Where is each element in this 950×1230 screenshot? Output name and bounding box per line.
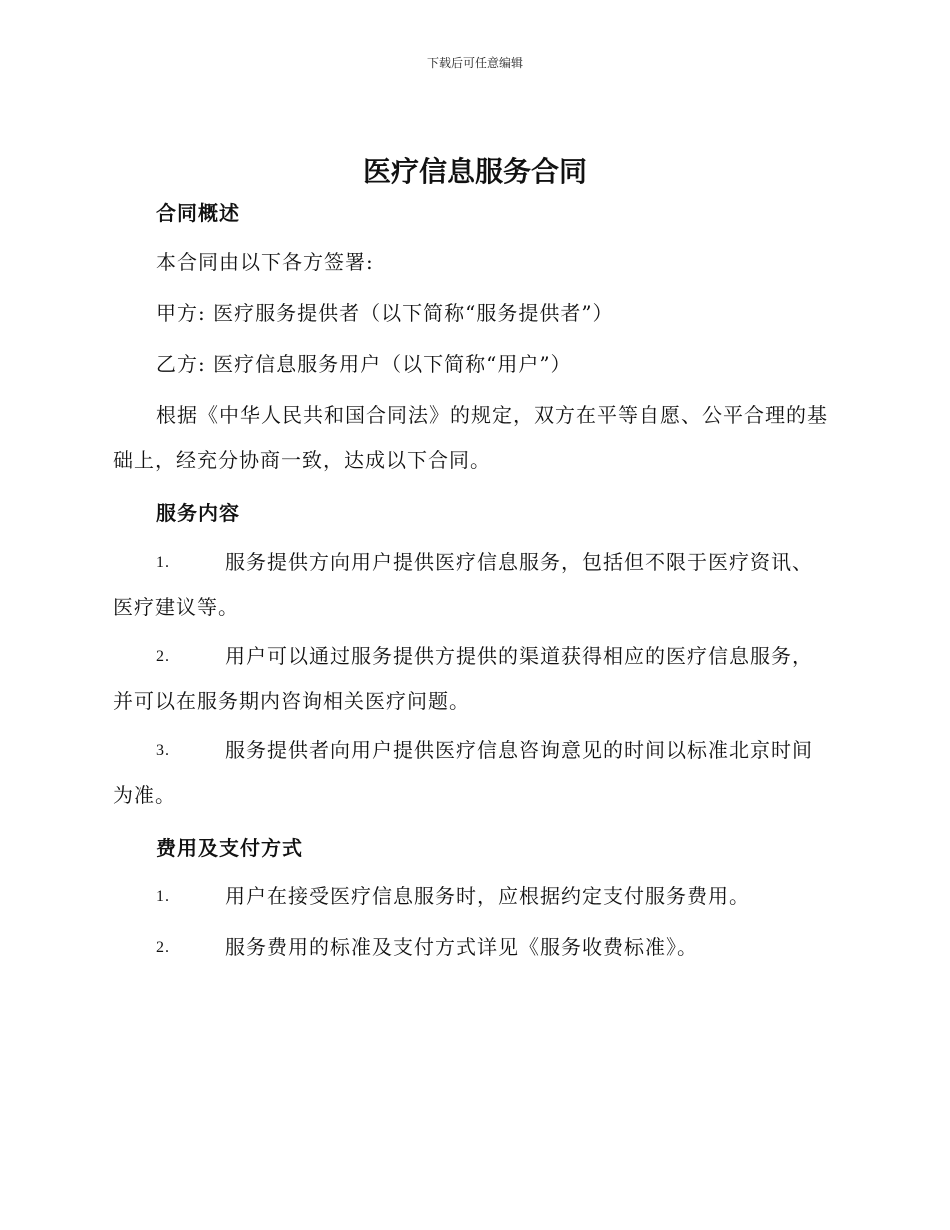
service-item-1 — [113, 540, 833, 630]
list-text: 服务费用的标准及支付方式详见《服务收费标准》。 — [225, 935, 698, 959]
overview-basis: 根据《中华人民共和国合同法》的规定，双方在平等自愿、公平合理的基础上，经充分协商一致，达成以下合同。 — [113, 403, 828, 472]
list-number: 3. — [156, 742, 170, 759]
payment-item-2 — [113, 925, 833, 970]
section-heading-service: 服务内容 — [156, 501, 240, 525]
list-number: 2. — [156, 939, 170, 956]
header-note: 下载后可任意编辑 — [426, 56, 523, 70]
section-heading-payment: 费用及支付方式 — [156, 836, 303, 860]
section-heading-overview: 合同概述 — [156, 201, 240, 225]
overview-intro: 本合同由以下各方签署: — [156, 250, 374, 274]
list-text: 服务提供者向用户提供医疗信息咨询意见的时间以标准北京时间为准。 — [113, 738, 813, 807]
list-text: 用户可以通过服务提供方提供的渠道获得相应的医疗信息服务，并可以在服务期内咨询相关医疗问题。 — [113, 644, 813, 713]
service-item-2 — [113, 634, 833, 724]
list-text: 用户在接受医疗信息服务时，应根据约定支付服务费用。 — [225, 884, 750, 908]
party-b: 乙方: 医疗信息服务用户（以下简称“用户”） — [156, 352, 572, 376]
payment-item-1 — [113, 874, 833, 919]
service-item-3 — [113, 728, 833, 818]
document-title: 医疗信息服务合同 — [362, 155, 587, 188]
list-number: 1. — [156, 888, 170, 905]
list-text: 服务提供方向用户提供医疗信息服务，包括但不限于医疗资讯、医疗建议等。 — [113, 550, 813, 619]
list-number: 1. — [156, 554, 170, 571]
party-a: 甲方: 医疗服务提供者（以下简称“服务提供者”） — [156, 301, 614, 325]
list-number: 2. — [156, 648, 170, 665]
